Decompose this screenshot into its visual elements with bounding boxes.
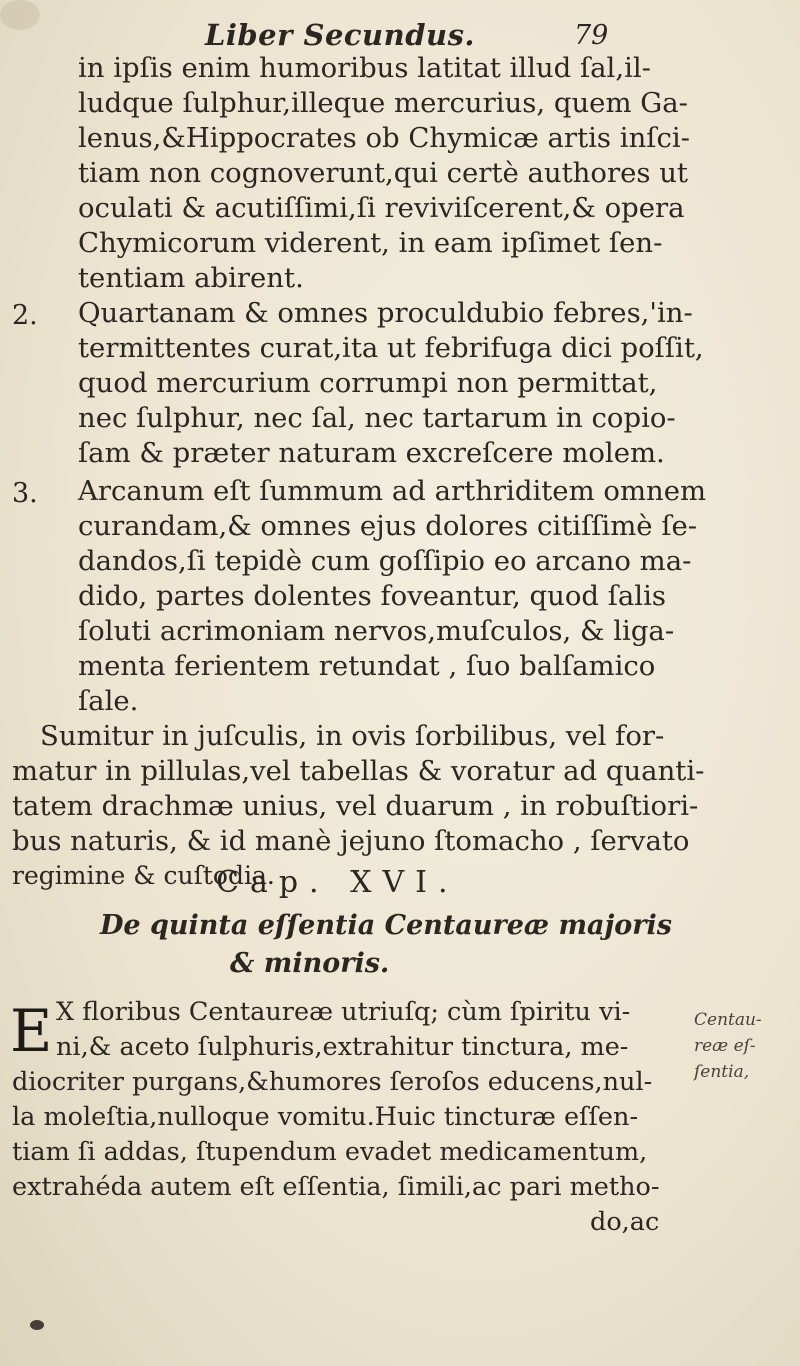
- margin-note-line: reæ eſ-: [694, 1036, 756, 1056]
- text-line: ni,& aceto ſulphuris,extrahitur tinctura, me-: [56, 1032, 629, 1062]
- text-line: ſam & præter naturam excreſcere molem.: [78, 437, 665, 469]
- list-marker: 2.: [12, 300, 38, 331]
- drop-cap: E: [10, 997, 53, 1065]
- text-line: Quartanam & omnes proculdubio febres,'in-: [78, 297, 693, 329]
- text-line: regimine & cuſtodia.: [12, 861, 275, 890]
- text-line: quod mercurium corrumpi non permittat,: [78, 367, 658, 399]
- text-line: termittentes curat,ita ut febrifuga dici poſſit,: [78, 332, 704, 364]
- text-line: menta ferientem retundat , ſuo balſamico: [78, 650, 656, 682]
- text-line: tiam non cognoverunt,qui certè authores ut: [78, 157, 688, 189]
- text-line: bus naturis, & id manè jejuno ſtomacho , ſervato: [12, 825, 690, 857]
- text-line: lenus,&Hippocrates ob Chymicæ artis inſci-: [78, 122, 690, 154]
- chapter-heading: Cap. XVI.: [216, 865, 459, 900]
- text-line: dandos,ſi tepidè cum goſſipio eo arcano ma-: [78, 545, 692, 577]
- text-line: X floribus Centaureæ utriuſq; cùm ſpiritu vi-: [56, 997, 631, 1027]
- running-title: Liber Secundus.: [205, 18, 476, 52]
- catchword: do,ac: [590, 1207, 660, 1237]
- text-line: curandam,& omnes ejus dolores citiſſimè ſe-: [78, 510, 698, 542]
- text-line: Arcanum eſt ſummum ad arthriditem omnem: [78, 475, 707, 507]
- ink-blot: [30, 1320, 44, 1330]
- margin-note-line: ſentia,: [694, 1062, 750, 1082]
- text-line: extrahéda autem eſt eſſentia, ſimili,ac pari metho-: [12, 1172, 660, 1202]
- text-line: nec ſulphur, nec ſal, nec tartarum in copio-: [78, 402, 676, 434]
- chapter-subtitle: De quinta eſſentia Centaureæ majoris: [100, 910, 672, 941]
- text-line: diocriter purgans,&humores ſeroſos educens,nul-: [12, 1067, 653, 1097]
- text-line: Chymicorum viderent, in eam ipſimet ſen-: [78, 227, 663, 259]
- margin-note-line: Centau-: [694, 1010, 762, 1030]
- text-line: dido, partes dolentes foveantur, quod ſalis: [78, 580, 667, 612]
- chapter-subtitle: & minoris.: [230, 948, 390, 979]
- page-number: 79: [574, 20, 609, 51]
- text-line: la moleſtia,nulloque vomitu.Huic tincturæ eſſen-: [12, 1102, 639, 1132]
- text-line: ludque ſulphur,illeque mercurius, quem Ga-: [78, 87, 688, 119]
- text-line: tatem drachmæ unius, vel duarum , in robuſtiori-: [12, 790, 699, 822]
- text-line: Sumitur in juſculis, in ovis ſorbilibus, vel for-: [40, 720, 665, 752]
- text-line: tiam ſi addas, ſtupendum evadet medicamentum,: [12, 1137, 648, 1167]
- text-line: matur in pillulas,vel tabellas & voratur ad quanti-: [12, 755, 705, 787]
- text-line: ſale.: [78, 685, 139, 717]
- text-line: oculati & acutiſſimi,ſi reviviſcerent,& opera: [78, 192, 685, 224]
- list-marker: 3.: [12, 478, 38, 509]
- text-line: tentiam abirent.: [78, 262, 304, 294]
- text-line: ſoluti acrimoniam nervos,muſculos, & liga-: [78, 615, 675, 647]
- paper-stain: [0, 0, 40, 30]
- text-line: in ipſis enim humoribus latitat illud ſal,il-: [78, 52, 651, 84]
